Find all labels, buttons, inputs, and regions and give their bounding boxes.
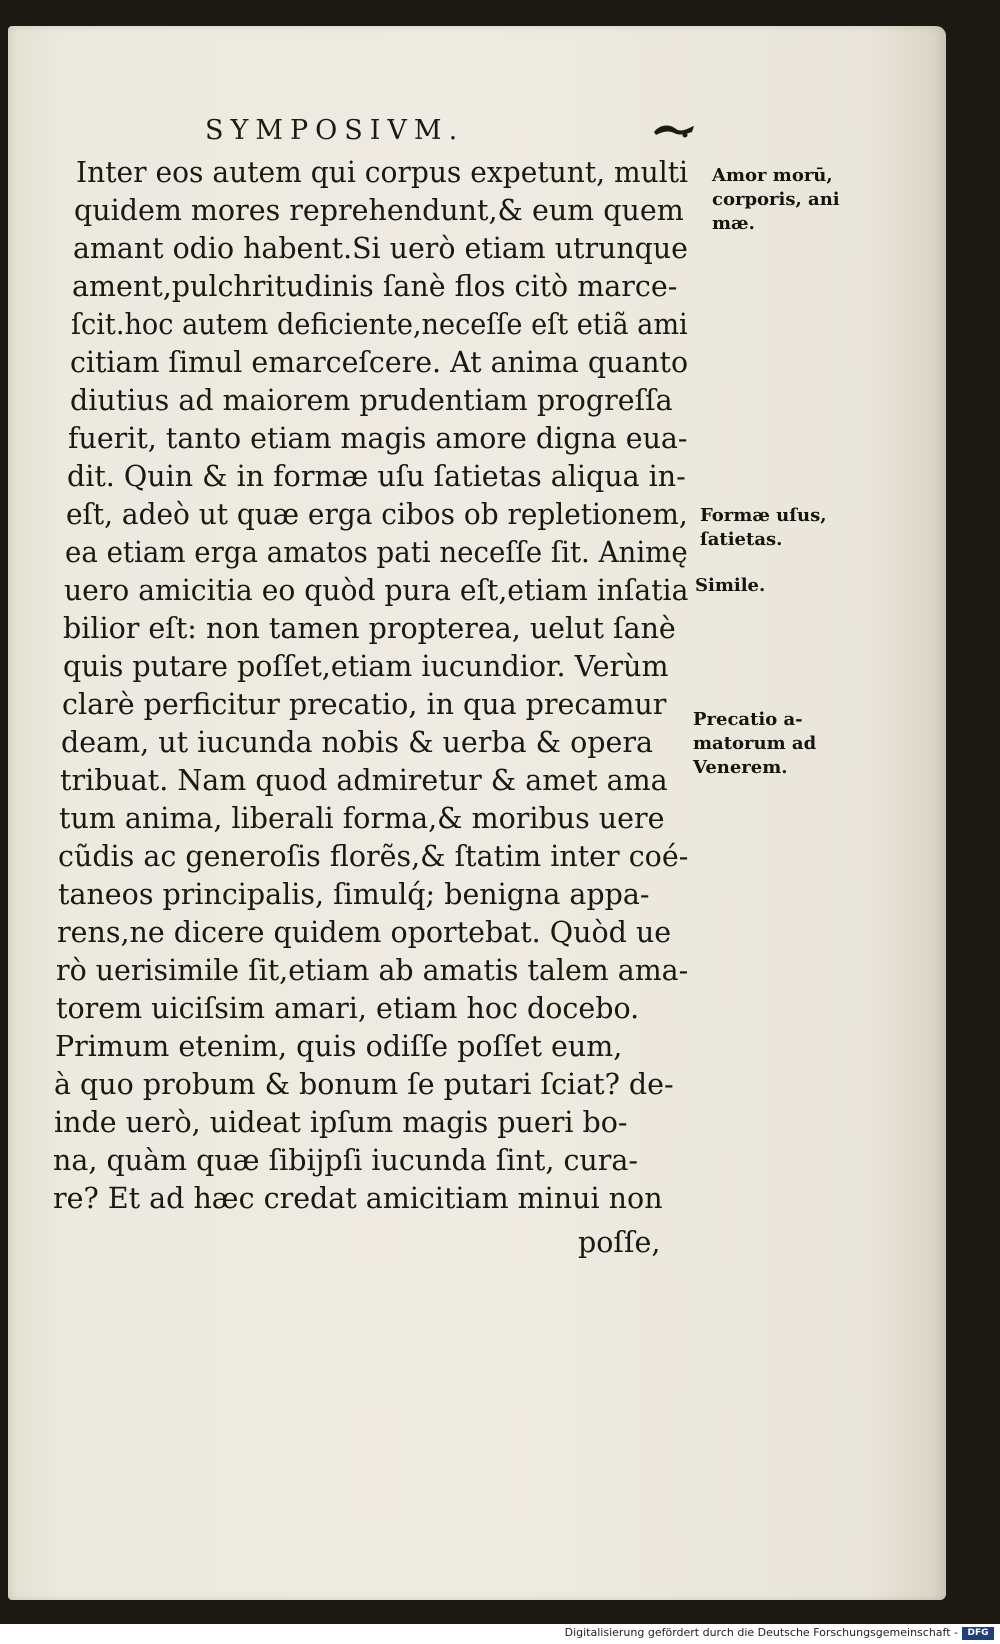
text-line: taneos principalis, ſimulq́; benigna appa- <box>58 878 650 911</box>
text-line: tum anima, liberali forma,& moribus uere <box>59 802 665 835</box>
text-line: Primum etenim, quis odiſſe poſſet eum, <box>55 1030 623 1063</box>
text-line: quis putare poſſet,etiam iucundior. Verùm <box>63 650 669 683</box>
text-line: rens,ne dicere quidem oportebat. Quòd ue <box>57 916 672 949</box>
text-line: diutius ad maiorem prudentiam progreſſa <box>70 384 673 417</box>
dfg-logo-icon: DFG <box>962 1627 994 1640</box>
text-line: ea etiam erga amatos pati neceſſe ſit. Animę <box>65 536 688 569</box>
text-line: cũdis ac generoſis florẽs,& ſtatim inter coé- <box>58 840 689 873</box>
text-line: bilior eſt: non tamen propterea, uelut ſanè <box>63 612 676 645</box>
marginal-note: Amor morū, corporis, ani mæ. <box>712 165 840 234</box>
text-line: eſt, adeò ut quæ erga cibos ob repletionem, <box>66 498 688 531</box>
text-line: fuerit, tanto etiam magis amore digna eua- <box>68 422 688 455</box>
text-line: dit. Quin & in formæ uſu ſatietas aliqua in- <box>67 460 686 493</box>
footer-credit: Digitalisierung gefördert durch die Deutsche Forschungsgemeinschaft - <box>564 1626 958 1639</box>
text-line: re? Et ad hæc credat amicitiam minui non <box>53 1182 663 1215</box>
text-line: na, quàm quæ ſibijpſi iucunda ſint, cura- <box>53 1144 639 1177</box>
text-line: Inter eos autem qui corpus expetunt, multi <box>76 156 689 189</box>
catchword: poſſe, <box>578 1226 661 1259</box>
ornament-icon <box>652 120 696 140</box>
text-line: rò uerisimile ſit,etiam ab amatis talem ama- <box>56 954 689 987</box>
text-line: quidem mores reprehendunt,& eum quem <box>74 194 684 227</box>
text-line: deam, ut iucunda nobis & uerba & opera <box>61 726 653 759</box>
text-line: amant odio habent.Si uerò etiam utrunque <box>73 232 688 265</box>
text-line: uero amicitia eo quòd pura eſt,etiam inſatia <box>64 574 689 607</box>
running-head: SYMPOSIVM. <box>205 115 465 146</box>
marginal-note: Simile. <box>695 575 766 596</box>
text-line: clarè perficitur precatio, in qua precamur <box>62 688 667 721</box>
text-line: ament,pulchritudinis ſanè flos citò marce- <box>72 270 678 303</box>
text-line: citiam ſimul emarceſcere. At anima quanto <box>70 346 689 379</box>
text-line: torem uiciſsim amari, etiam hoc docebo. <box>56 992 640 1025</box>
text-line: ſcit.hoc autem deficiente,neceſſe eſt etiã ami <box>71 308 688 341</box>
marginal-note: Formæ uſus, ſatietas. <box>700 505 827 550</box>
marginal-note: Precatio a- matorum ad Venerem. <box>693 709 817 778</box>
text-line: tribuat. Nam quod admiretur & amet ama <box>60 764 668 797</box>
text-line: inde uerò, uideat ipſum magis pueri bo- <box>54 1106 628 1139</box>
text-line: à quo probum & bonum ſe putari ſciat? de- <box>54 1068 674 1101</box>
